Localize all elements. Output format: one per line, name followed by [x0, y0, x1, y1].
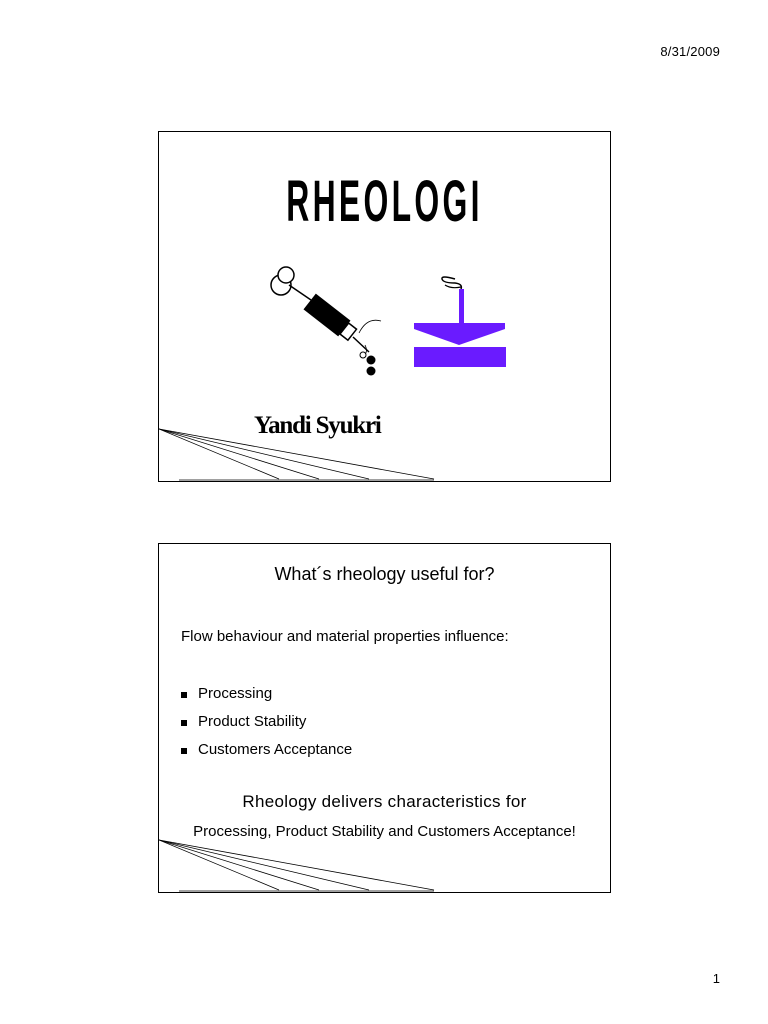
decorative-swoosh — [159, 832, 439, 892]
slide2-intro: Flow behaviour and material properties influence: — [181, 628, 509, 645]
list-item: Product Stability — [181, 708, 352, 736]
decorative-swoosh — [159, 421, 439, 481]
slide-title — [158, 131, 611, 482]
rheometer-illustration — [259, 259, 519, 389]
slide2-title: What´s rheology useful for? — [274, 564, 495, 584]
syringe-icon — [271, 267, 381, 376]
slide2-summary: Processing, Product Stability and Customers Acceptance! — [193, 823, 576, 840]
bullet-square-icon — [181, 720, 187, 726]
list-item: Processing — [181, 680, 352, 708]
bullet-square-icon — [181, 692, 187, 698]
bullet-list — [181, 680, 352, 764]
author-name: Yandi Syukri — [254, 412, 381, 439]
slide-usefulness — [158, 543, 611, 893]
date-stamp: 8/31/2009 — [660, 44, 720, 59]
plate-rheometer-icon — [414, 277, 506, 367]
slide2-deliver-heading: Rheology delivers characteristics for — [242, 792, 527, 811]
slide-title-heading: RHEOLOGI — [286, 169, 483, 234]
page-number: 1 — [712, 971, 720, 986]
bullet-square-icon — [181, 748, 187, 754]
list-item: Customers Acceptance — [181, 736, 352, 764]
